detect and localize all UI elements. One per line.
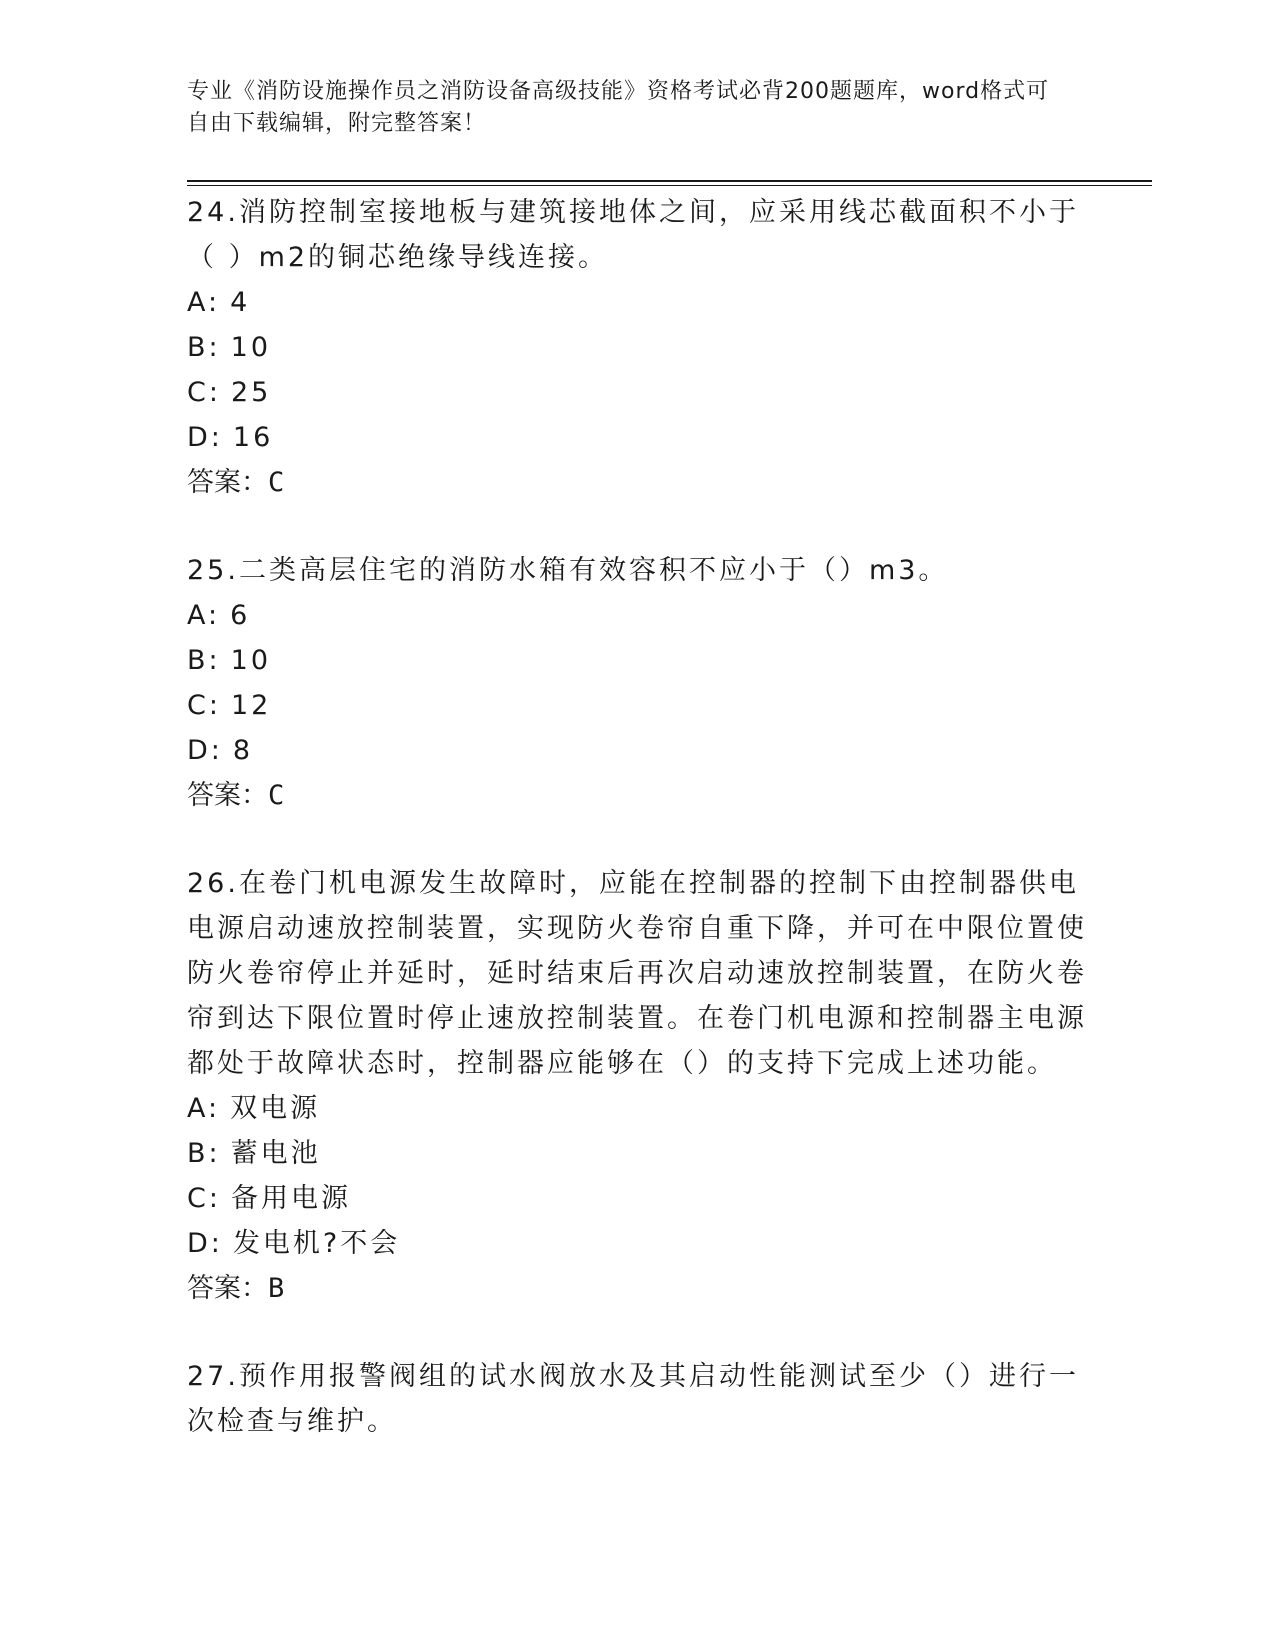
answer-label: 答案： xyxy=(187,467,268,498)
question-list xyxy=(187,190,1087,1487)
answer-value: C xyxy=(268,467,285,498)
option-letter: A xyxy=(187,1093,208,1124)
option-b xyxy=(187,638,1087,683)
option-separator: : xyxy=(208,1183,221,1214)
answer-line xyxy=(187,773,1087,818)
header-divider-thin xyxy=(187,185,1152,186)
question-27 xyxy=(187,1354,1087,1444)
option-separator: : xyxy=(208,1138,221,1169)
option-letter: A xyxy=(187,287,208,318)
option-d xyxy=(187,728,1087,773)
option-letter: B xyxy=(187,645,209,676)
option-value: 16 xyxy=(232,422,274,453)
option-letter: C xyxy=(187,377,209,408)
answer-label: 答案： xyxy=(187,780,268,811)
option-a xyxy=(187,593,1087,638)
option-letter: D xyxy=(187,1228,211,1259)
option-value: 8 xyxy=(232,735,254,766)
option-c xyxy=(187,370,1087,415)
option-value: 10 xyxy=(230,332,271,363)
option-value: 蓄电池 xyxy=(230,1138,321,1169)
option-value: 4 xyxy=(230,287,251,318)
option-separator: : xyxy=(208,377,221,408)
option-d xyxy=(187,1221,1087,1266)
option-letter: B xyxy=(187,332,209,363)
option-value: 6 xyxy=(230,600,251,631)
option-c xyxy=(187,683,1087,728)
option-separator: : xyxy=(208,600,221,631)
option-separator: : xyxy=(208,645,221,676)
option-separator: : xyxy=(208,287,221,318)
question-text: 27.预作用报警阀组的试水阀放水及其启动性能测试至少（）进行一次检查与维护。 xyxy=(187,1361,1079,1437)
option-d xyxy=(187,415,1087,460)
answer-line xyxy=(187,460,1087,505)
option-value: 12 xyxy=(230,690,272,721)
option-value: 10 xyxy=(230,645,271,676)
answer-value: C xyxy=(268,780,285,811)
option-letter: C xyxy=(187,690,209,721)
answer-label: 答案： xyxy=(187,1273,268,1304)
option-a xyxy=(187,280,1087,325)
question-26 xyxy=(187,861,1087,1311)
option-letter: D xyxy=(187,735,211,766)
option-b xyxy=(187,1131,1087,1176)
option-value: 25 xyxy=(230,377,272,408)
option-value: 双电源 xyxy=(230,1093,321,1124)
question-25 xyxy=(187,548,1087,818)
option-separator: : xyxy=(208,1093,221,1124)
option-separator: : xyxy=(210,422,223,453)
document-header: 专业《消防设施操作员之消防设备高级技能》资格考试必背200题题库，word格式可自由下载编辑，附完整答案！ xyxy=(187,79,1050,136)
answer-line xyxy=(187,1266,1087,1311)
option-letter: D xyxy=(187,422,211,453)
question-text: 25.二类高层住宅的消防水箱有效容积不应小于（）m3。 xyxy=(187,555,949,586)
option-value: 发电机?不会 xyxy=(232,1228,401,1259)
header-divider-thick xyxy=(187,180,1152,182)
option-value: 备用电源 xyxy=(230,1183,351,1214)
option-letter: B xyxy=(187,1138,209,1169)
option-separator: : xyxy=(208,332,221,363)
option-letter: A xyxy=(187,600,208,631)
option-c xyxy=(187,1176,1087,1221)
option-a xyxy=(187,1086,1087,1131)
option-separator: : xyxy=(210,1228,223,1259)
option-letter: C xyxy=(187,1183,209,1214)
question-text: 24.消防控制室接地板与建筑接地体之间，应采用线芯截面积不小于（ ）m2的铜芯绝缘导线连接。 xyxy=(187,197,1079,273)
option-separator: : xyxy=(208,690,221,721)
option-b xyxy=(187,325,1087,370)
answer-value: B xyxy=(268,1273,285,1304)
question-text: 26.在卷门机电源发生故障时，应能在控制器的控制下由控制器供电电源启动速放控制装置，实现防火卷帘自重下降，并可在中限位置使防火卷帘停止并延时，延时结束后再次启动速放控制装置，在防火卷帘到达下限位置时停止速放控制装置。在卷门机电源和控制器主电源都处于故障状态时，控制器应能够在（）的支持下完成上述功能。 xyxy=(187,868,1087,1079)
question-24 xyxy=(187,190,1087,505)
option-separator: : xyxy=(210,735,223,766)
